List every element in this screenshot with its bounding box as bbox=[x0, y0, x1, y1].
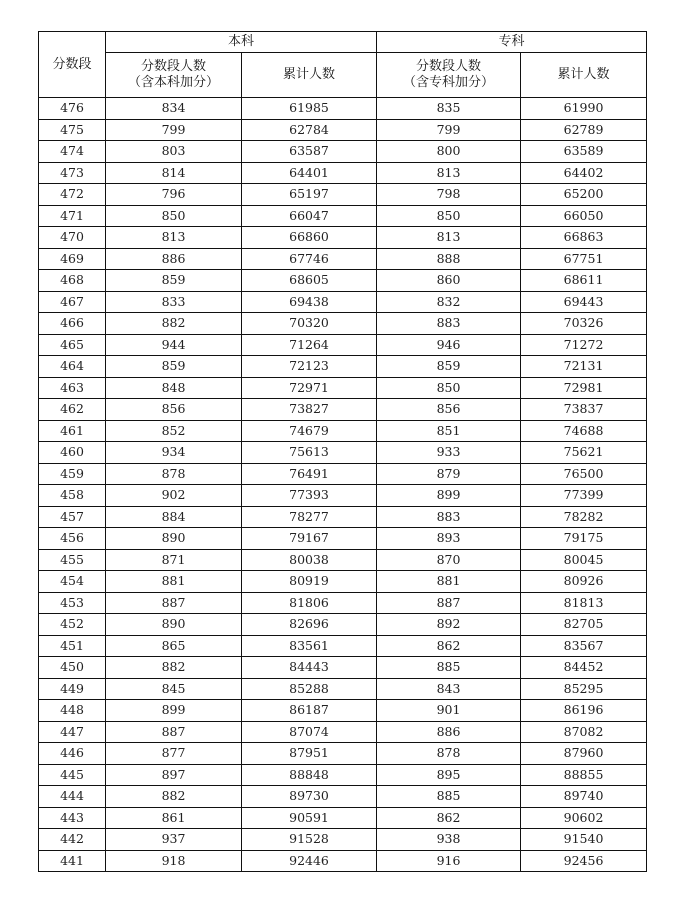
score-cell: 466 bbox=[39, 313, 106, 335]
undergraduate-cumulative-cell: 81806 bbox=[242, 592, 377, 614]
vocational-count-cell: 835 bbox=[377, 98, 521, 120]
undergraduate-cumulative-cell: 80919 bbox=[242, 571, 377, 593]
table-row bbox=[39, 119, 647, 141]
vocational-count-cell: 885 bbox=[377, 657, 521, 679]
table-row bbox=[39, 721, 647, 743]
table-header bbox=[39, 32, 647, 98]
undergraduate-count-header bbox=[106, 53, 242, 98]
undergraduate-count-cell: 902 bbox=[106, 485, 242, 507]
vocational-count-cell: 813 bbox=[377, 227, 521, 249]
table-row bbox=[39, 205, 647, 227]
vocational-count-cell: 862 bbox=[377, 807, 521, 829]
score-cell: 468 bbox=[39, 270, 106, 292]
undergraduate-count-cell: 850 bbox=[106, 205, 242, 227]
vocational-cumulative-cell: 72981 bbox=[521, 377, 647, 399]
vocational-cumulative-cell: 66863 bbox=[521, 227, 647, 249]
vocational-cumulative-cell: 79175 bbox=[521, 528, 647, 550]
undergraduate-cumulative-cell: 78277 bbox=[242, 506, 377, 528]
undergraduate-count-cell: 845 bbox=[106, 678, 242, 700]
score-cell: 454 bbox=[39, 571, 106, 593]
undergraduate-cumulative-cell: 72123 bbox=[242, 356, 377, 378]
vocational-count-cell: 870 bbox=[377, 549, 521, 571]
table-row bbox=[39, 678, 647, 700]
vocational-cumulative-cell: 74688 bbox=[521, 420, 647, 442]
undergraduate-cumulative-cell: 82696 bbox=[242, 614, 377, 636]
undergraduate-count-cell: 882 bbox=[106, 786, 242, 808]
table-row bbox=[39, 356, 647, 378]
vocational-count-cell: 946 bbox=[377, 334, 521, 356]
vocational-cumulative-cell: 83567 bbox=[521, 635, 647, 657]
undergraduate-cumulative-cell: 74679 bbox=[242, 420, 377, 442]
undergraduate-group-header: 本科 bbox=[106, 32, 377, 53]
vocational-cumulative-cell: 65200 bbox=[521, 184, 647, 206]
vocational-count-cell: 892 bbox=[377, 614, 521, 636]
undergraduate-count-cell: 937 bbox=[106, 829, 242, 851]
vocational-count-header bbox=[377, 53, 521, 98]
table-row bbox=[39, 420, 647, 442]
table-row bbox=[39, 506, 647, 528]
undergraduate-count-cell: 848 bbox=[106, 377, 242, 399]
vocational-cumulative-cell: 75621 bbox=[521, 442, 647, 464]
undergraduate-count-cell: 887 bbox=[106, 721, 242, 743]
table-row bbox=[39, 463, 647, 485]
score-cell: 448 bbox=[39, 700, 106, 722]
undergraduate-count-cell: 865 bbox=[106, 635, 242, 657]
vocational-count-cell: 881 bbox=[377, 571, 521, 593]
undergraduate-cumulative-cell: 91528 bbox=[242, 829, 377, 851]
score-cell: 461 bbox=[39, 420, 106, 442]
vocational-count-cell: 813 bbox=[377, 162, 521, 184]
vocational-count-note: （含专科加分） bbox=[403, 75, 495, 90]
vocational-count-label: 分数段人数 bbox=[416, 59, 482, 74]
undergraduate-count-cell: 897 bbox=[106, 764, 242, 786]
vocational-cumulative-cell: 78282 bbox=[521, 506, 647, 528]
vocational-count-cell: 798 bbox=[377, 184, 521, 206]
table-row bbox=[39, 98, 647, 120]
undergraduate-cumulative-cell: 63587 bbox=[242, 141, 377, 163]
undergraduate-cumulative-cell: 88848 bbox=[242, 764, 377, 786]
table-row bbox=[39, 829, 647, 851]
vocational-cumulative-cell: 89740 bbox=[521, 786, 647, 808]
undergraduate-count-cell: 861 bbox=[106, 807, 242, 829]
undergraduate-cumulative-cell: 65197 bbox=[242, 184, 377, 206]
vocational-count-cell: 893 bbox=[377, 528, 521, 550]
vocational-cumulative-cell: 62789 bbox=[521, 119, 647, 141]
vocational-group-header: 专科 bbox=[377, 32, 647, 53]
vocational-count-cell: 895 bbox=[377, 764, 521, 786]
table-row bbox=[39, 141, 647, 163]
score-cell: 451 bbox=[39, 635, 106, 657]
table-row bbox=[39, 442, 647, 464]
score-cell: 470 bbox=[39, 227, 106, 249]
undergraduate-count-cell: 890 bbox=[106, 614, 242, 636]
score-cell: 471 bbox=[39, 205, 106, 227]
undergraduate-count-cell: 899 bbox=[106, 700, 242, 722]
vocational-count-cell: 856 bbox=[377, 399, 521, 421]
vocational-cumulative-cell: 88855 bbox=[521, 764, 647, 786]
undergraduate-count-cell: 852 bbox=[106, 420, 242, 442]
vocational-cumulative-cell: 63589 bbox=[521, 141, 647, 163]
table-row bbox=[39, 592, 647, 614]
undergraduate-cumulative-cell: 72971 bbox=[242, 377, 377, 399]
undergraduate-cumulative-cell: 80038 bbox=[242, 549, 377, 571]
score-cell: 472 bbox=[39, 184, 106, 206]
score-cell: 463 bbox=[39, 377, 106, 399]
vocational-cumulative-cell: 87082 bbox=[521, 721, 647, 743]
undergraduate-cumulative-cell: 79167 bbox=[242, 528, 377, 550]
score-cell: 441 bbox=[39, 850, 106, 872]
vocational-cumulative-cell: 69443 bbox=[521, 291, 647, 313]
table-row bbox=[39, 399, 647, 421]
undergraduate-cumulative-cell: 66860 bbox=[242, 227, 377, 249]
vocational-count-cell: 916 bbox=[377, 850, 521, 872]
undergraduate-cumulative-cell: 66047 bbox=[242, 205, 377, 227]
vocational-cumulative-cell: 77399 bbox=[521, 485, 647, 507]
table-row bbox=[39, 334, 647, 356]
undergraduate-cumulative-cell: 70320 bbox=[242, 313, 377, 335]
undergraduate-count-cell: 803 bbox=[106, 141, 242, 163]
vocational-count-cell: 888 bbox=[377, 248, 521, 270]
vocational-cumulative-cell: 85295 bbox=[521, 678, 647, 700]
undergraduate-cumulative-cell: 87074 bbox=[242, 721, 377, 743]
table-row bbox=[39, 248, 647, 270]
vocational-count-cell: 879 bbox=[377, 463, 521, 485]
undergraduate-cumulative-cell: 62784 bbox=[242, 119, 377, 141]
undergraduate-count-cell: 834 bbox=[106, 98, 242, 120]
undergraduate-cumulative-cell: 92446 bbox=[242, 850, 377, 872]
vocational-count-cell: 883 bbox=[377, 506, 521, 528]
vocational-cumulative-cell: 90602 bbox=[521, 807, 647, 829]
vocational-count-cell: 938 bbox=[377, 829, 521, 851]
score-cell: 469 bbox=[39, 248, 106, 270]
undergraduate-count-cell: 944 bbox=[106, 334, 242, 356]
undergraduate-count-cell: 882 bbox=[106, 657, 242, 679]
table-row bbox=[39, 850, 647, 872]
vocational-cumulative-cell: 92456 bbox=[521, 850, 647, 872]
score-cell: 460 bbox=[39, 442, 106, 464]
undergraduate-count-cell: 890 bbox=[106, 528, 242, 550]
score-cell: 474 bbox=[39, 141, 106, 163]
undergraduate-count-note: （含本科加分） bbox=[127, 75, 219, 90]
score-cell: 449 bbox=[39, 678, 106, 700]
vocational-count-cell: 933 bbox=[377, 442, 521, 464]
undergraduate-count-cell: 878 bbox=[106, 463, 242, 485]
vocational-cumulative-cell: 82705 bbox=[521, 614, 647, 636]
score-cell: 452 bbox=[39, 614, 106, 636]
vocational-cumulative-cell: 76500 bbox=[521, 463, 647, 485]
vocational-cumulative-cell: 61990 bbox=[521, 98, 647, 120]
score-cell: 456 bbox=[39, 528, 106, 550]
score-cell: 442 bbox=[39, 829, 106, 851]
score-cell: 453 bbox=[39, 592, 106, 614]
undergraduate-cumulative-cell: 76491 bbox=[242, 463, 377, 485]
undergraduate-count-cell: 918 bbox=[106, 850, 242, 872]
undergraduate-cumulative-cell: 84443 bbox=[242, 657, 377, 679]
undergraduate-cumulative-cell: 85288 bbox=[242, 678, 377, 700]
table-row bbox=[39, 764, 647, 786]
table-row bbox=[39, 377, 647, 399]
vocational-count-cell: 843 bbox=[377, 678, 521, 700]
undergraduate-cumulative-cell: 73827 bbox=[242, 399, 377, 421]
score-segment-header: 分数段 bbox=[39, 32, 106, 98]
undergraduate-cumulative-cell: 71264 bbox=[242, 334, 377, 356]
table-row bbox=[39, 528, 647, 550]
undergraduate-cumulative-cell: 61985 bbox=[242, 98, 377, 120]
undergraduate-cumulative-cell: 83561 bbox=[242, 635, 377, 657]
score-cell: 443 bbox=[39, 807, 106, 829]
vocational-count-cell: 885 bbox=[377, 786, 521, 808]
undergraduate-count-cell: 934 bbox=[106, 442, 242, 464]
score-cell: 467 bbox=[39, 291, 106, 313]
table-row bbox=[39, 227, 647, 249]
vocational-count-cell: 859 bbox=[377, 356, 521, 378]
undergraduate-cumulative-cell: 69438 bbox=[242, 291, 377, 313]
score-cell: 475 bbox=[39, 119, 106, 141]
score-cell: 447 bbox=[39, 721, 106, 743]
vocational-cumulative-cell: 72131 bbox=[521, 356, 647, 378]
vocational-cumulative-cell: 68611 bbox=[521, 270, 647, 292]
score-cell: 457 bbox=[39, 506, 106, 528]
score-cell: 455 bbox=[39, 549, 106, 571]
score-cell: 465 bbox=[39, 334, 106, 356]
undergraduate-count-label: 分数段人数 bbox=[140, 59, 206, 74]
undergraduate-count-cell: 799 bbox=[106, 119, 242, 141]
undergraduate-cumulative-cell: 64401 bbox=[242, 162, 377, 184]
vocational-count-cell: 799 bbox=[377, 119, 521, 141]
table-row bbox=[39, 291, 647, 313]
undergraduate-cumulative-cell: 86187 bbox=[242, 700, 377, 722]
vocational-cumulative-header: 累计人数 bbox=[521, 53, 647, 98]
score-cell: 444 bbox=[39, 786, 106, 808]
table-row bbox=[39, 807, 647, 829]
undergraduate-count-cell: 881 bbox=[106, 571, 242, 593]
table-row bbox=[39, 270, 647, 292]
vocational-cumulative-cell: 84452 bbox=[521, 657, 647, 679]
header-row-groups bbox=[39, 32, 647, 53]
undergraduate-cumulative-cell: 90591 bbox=[242, 807, 377, 829]
vocational-count-cell: 899 bbox=[377, 485, 521, 507]
vocational-count-cell: 850 bbox=[377, 377, 521, 399]
vocational-count-cell: 850 bbox=[377, 205, 521, 227]
undergraduate-cumulative-header: 累计人数 bbox=[242, 53, 377, 98]
vocational-cumulative-cell: 71272 bbox=[521, 334, 647, 356]
undergraduate-count-cell: 814 bbox=[106, 162, 242, 184]
score-cell: 446 bbox=[39, 743, 106, 765]
table-row bbox=[39, 313, 647, 335]
vocational-cumulative-cell: 73837 bbox=[521, 399, 647, 421]
vocational-count-cell: 887 bbox=[377, 592, 521, 614]
undergraduate-cumulative-cell: 68605 bbox=[242, 270, 377, 292]
undergraduate-count-cell: 884 bbox=[106, 506, 242, 528]
vocational-count-cell: 800 bbox=[377, 141, 521, 163]
vocational-cumulative-cell: 86196 bbox=[521, 700, 647, 722]
score-cell: 450 bbox=[39, 657, 106, 679]
score-cell: 476 bbox=[39, 98, 106, 120]
vocational-cumulative-cell: 80045 bbox=[521, 549, 647, 571]
undergraduate-cumulative-cell: 67746 bbox=[242, 248, 377, 270]
undergraduate-count-cell: 833 bbox=[106, 291, 242, 313]
undergraduate-count-cell: 871 bbox=[106, 549, 242, 571]
vocational-count-cell: 886 bbox=[377, 721, 521, 743]
vocational-count-cell: 878 bbox=[377, 743, 521, 765]
header-row-columns bbox=[39, 53, 647, 98]
vocational-cumulative-cell: 70326 bbox=[521, 313, 647, 335]
vocational-count-cell: 862 bbox=[377, 635, 521, 657]
undergraduate-count-cell: 877 bbox=[106, 743, 242, 765]
undergraduate-count-cell: 886 bbox=[106, 248, 242, 270]
table-row bbox=[39, 657, 647, 679]
vocational-count-cell: 860 bbox=[377, 270, 521, 292]
score-cell: 462 bbox=[39, 399, 106, 421]
table-row bbox=[39, 743, 647, 765]
undergraduate-cumulative-cell: 77393 bbox=[242, 485, 377, 507]
undergraduate-count-cell: 813 bbox=[106, 227, 242, 249]
table-row bbox=[39, 786, 647, 808]
score-cell: 458 bbox=[39, 485, 106, 507]
vocational-count-cell: 832 bbox=[377, 291, 521, 313]
score-cell: 473 bbox=[39, 162, 106, 184]
undergraduate-count-cell: 859 bbox=[106, 270, 242, 292]
score-cell: 464 bbox=[39, 356, 106, 378]
vocational-count-cell: 851 bbox=[377, 420, 521, 442]
table-row bbox=[39, 571, 647, 593]
undergraduate-count-cell: 856 bbox=[106, 399, 242, 421]
table-body bbox=[39, 98, 647, 872]
vocational-cumulative-cell: 67751 bbox=[521, 248, 647, 270]
undergraduate-count-cell: 796 bbox=[106, 184, 242, 206]
undergraduate-cumulative-cell: 89730 bbox=[242, 786, 377, 808]
undergraduate-count-cell: 859 bbox=[106, 356, 242, 378]
table-row bbox=[39, 485, 647, 507]
table-row bbox=[39, 614, 647, 636]
undergraduate-count-cell: 882 bbox=[106, 313, 242, 335]
vocational-cumulative-cell: 81813 bbox=[521, 592, 647, 614]
vocational-cumulative-cell: 64402 bbox=[521, 162, 647, 184]
table-row bbox=[39, 635, 647, 657]
vocational-cumulative-cell: 80926 bbox=[521, 571, 647, 593]
table-row bbox=[39, 184, 647, 206]
vocational-count-cell: 883 bbox=[377, 313, 521, 335]
score-cell: 445 bbox=[39, 764, 106, 786]
vocational-count-cell: 901 bbox=[377, 700, 521, 722]
score-distribution-table bbox=[38, 31, 647, 872]
undergraduate-cumulative-cell: 75613 bbox=[242, 442, 377, 464]
undergraduate-cumulative-cell: 87951 bbox=[242, 743, 377, 765]
undergraduate-count-cell: 887 bbox=[106, 592, 242, 614]
table-row bbox=[39, 162, 647, 184]
vocational-cumulative-cell: 87960 bbox=[521, 743, 647, 765]
vocational-cumulative-cell: 91540 bbox=[521, 829, 647, 851]
table-row bbox=[39, 700, 647, 722]
vocational-cumulative-cell: 66050 bbox=[521, 205, 647, 227]
table-row bbox=[39, 549, 647, 571]
score-cell: 459 bbox=[39, 463, 106, 485]
